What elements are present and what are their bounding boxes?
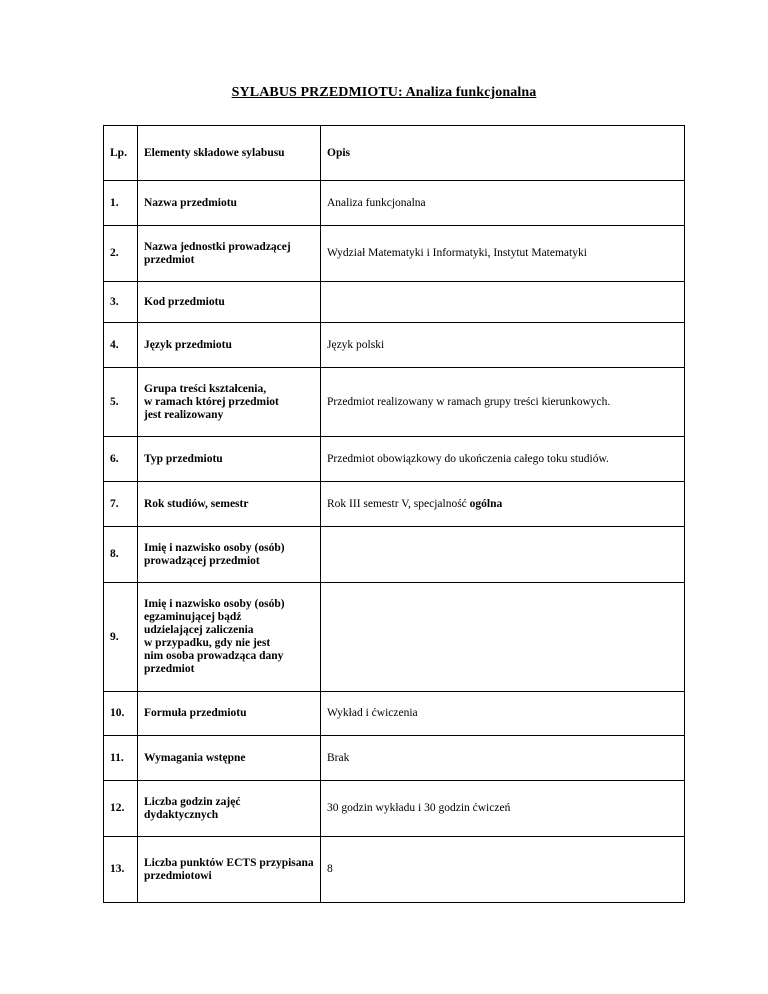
row-label: Nazwa jednostki prowadzącej przedmiot bbox=[138, 226, 321, 282]
row-description: Wydział Matematyki i Informatyki, Instytut Matematyki bbox=[321, 226, 685, 282]
row-label: Liczba punktów ECTS przypisana przedmiotowi bbox=[138, 837, 321, 903]
label-line: Imię i nazwisko osoby (osób) bbox=[144, 598, 285, 610]
row-number: 2. bbox=[104, 226, 138, 282]
page-title: SYLABUS PRZEDMIOTU: Analiza funkcjonalna bbox=[231, 85, 537, 100]
row-number: 9. bbox=[104, 583, 138, 692]
table-row bbox=[104, 781, 685, 837]
row-label: Rok studiów, semestr bbox=[138, 482, 321, 527]
row-label: Kod przedmiotu bbox=[138, 282, 321, 323]
description-text: Rok III semestr V, specjalność bbox=[327, 497, 470, 510]
row-number: 8. bbox=[104, 527, 138, 583]
row-description bbox=[321, 482, 685, 527]
row-number: 1. bbox=[104, 181, 138, 226]
row-label: Formuła przedmiotu bbox=[138, 692, 321, 736]
row-number: 4. bbox=[104, 323, 138, 368]
label-line: przedmiot bbox=[144, 663, 195, 675]
table-header-row bbox=[104, 126, 685, 181]
header-lp: Lp. bbox=[104, 126, 138, 181]
row-number: 5. bbox=[104, 368, 138, 437]
table-row bbox=[104, 583, 685, 692]
table-row bbox=[104, 323, 685, 368]
row-description: Język polski bbox=[321, 323, 685, 368]
row-description bbox=[321, 527, 685, 583]
row-label: Nazwa przedmiotu bbox=[138, 181, 321, 226]
row-label: Wymagania wstępne bbox=[138, 736, 321, 781]
row-description bbox=[321, 282, 685, 323]
row-description: 8 bbox=[321, 837, 685, 903]
row-description: Analiza funkcjonalna bbox=[321, 181, 685, 226]
table-row bbox=[104, 837, 685, 903]
label-line: Grupa treści kształcenia, bbox=[144, 382, 267, 395]
table-row bbox=[104, 368, 685, 437]
label-line: w przypadku, gdy nie jest bbox=[144, 637, 271, 649]
row-label: Imię i nazwisko osoby (osób) prowadzącej przedmiot bbox=[138, 527, 321, 583]
label-line: nim osoba prowadząca dany bbox=[144, 650, 284, 662]
row-description: Przedmiot realizowany w ramach grupy treści kierunkowych. bbox=[321, 368, 685, 437]
row-description: Przedmiot obowiązkowy do ukończenia całego toku studiów. bbox=[321, 437, 685, 482]
table-row bbox=[104, 527, 685, 583]
row-label: Typ przedmiotu bbox=[138, 437, 321, 482]
header-elements: Elementy składowe sylabusu bbox=[138, 126, 321, 181]
row-label: Język przedmiotu bbox=[138, 323, 321, 368]
label-line: w ramach której przedmiot bbox=[144, 395, 279, 408]
table-row bbox=[104, 282, 685, 323]
label-line: jest realizowany bbox=[144, 408, 224, 421]
table-row bbox=[104, 437, 685, 482]
row-label bbox=[138, 583, 321, 692]
row-number: 10. bbox=[104, 692, 138, 736]
row-number: 11. bbox=[104, 736, 138, 781]
row-description bbox=[321, 583, 685, 692]
row-number: 6. bbox=[104, 437, 138, 482]
row-label: Liczba godzin zajęć dydaktycznych bbox=[138, 781, 321, 837]
label-line: udzielającej zaliczenia bbox=[144, 624, 254, 636]
row-label bbox=[138, 368, 321, 437]
row-number: 13. bbox=[104, 837, 138, 903]
label-line: egzaminującej bądź bbox=[144, 611, 242, 623]
table-row bbox=[104, 692, 685, 736]
row-number: 12. bbox=[104, 781, 138, 837]
row-number: 7. bbox=[104, 482, 138, 527]
row-description: 30 godzin wykładu i 30 godzin ćwiczeń bbox=[321, 781, 685, 837]
table-row bbox=[104, 736, 685, 781]
row-description: Wykład i ćwiczenia bbox=[321, 692, 685, 736]
table-row bbox=[104, 181, 685, 226]
header-description: Opis bbox=[321, 126, 685, 181]
row-number: 3. bbox=[104, 282, 138, 323]
row-description: Brak bbox=[321, 736, 685, 781]
description-emphasis: ogólna bbox=[469, 497, 503, 510]
syllabus-table bbox=[103, 125, 685, 903]
table-row bbox=[104, 226, 685, 282]
table-row bbox=[104, 482, 685, 527]
